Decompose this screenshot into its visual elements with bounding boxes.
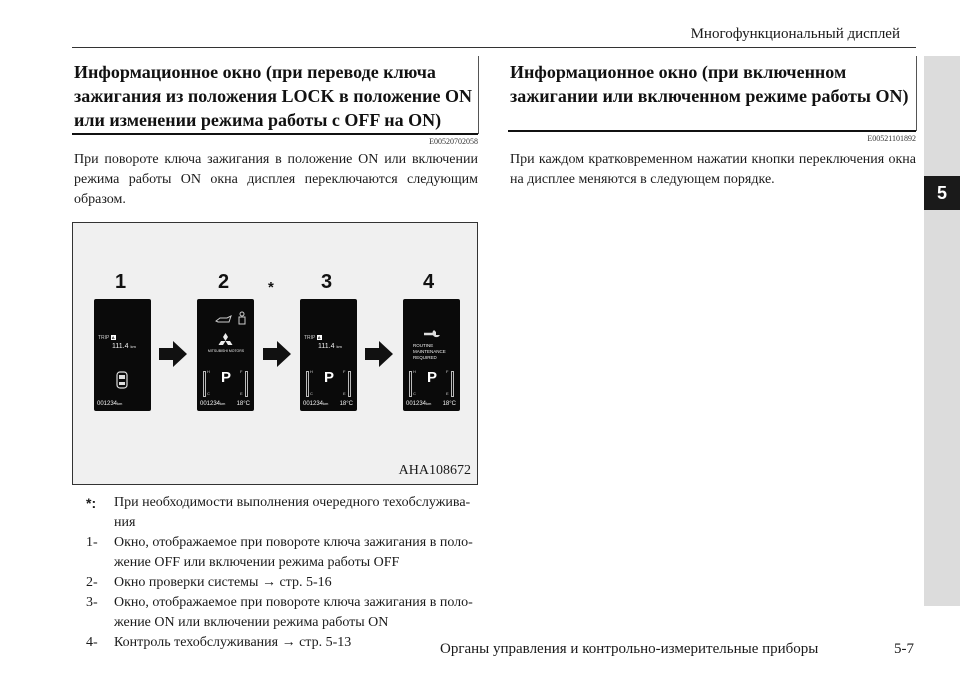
odometer: 001234km — [303, 401, 329, 407]
gauge-full-label: F — [240, 369, 243, 374]
gauge-cold-label: C — [207, 391, 210, 396]
arrow-right-icon — [263, 341, 291, 367]
right-section-heading: Информационное окно (при включенном зажигании или включенном режиме работы ON) — [510, 62, 909, 106]
gauge-empty-label: E — [240, 391, 243, 396]
page-header-title: Многофункциональный дисплей — [690, 26, 900, 42]
note-item — [86, 593, 478, 633]
note-item — [86, 633, 478, 653]
gauge-empty-label: E — [343, 391, 346, 396]
fuel-gauge — [451, 371, 454, 397]
gear-indicator: P — [427, 369, 438, 386]
gauge-full-label: F — [446, 369, 449, 374]
note-text: При необходимости выполнения очередного техобслужива-ния — [114, 495, 471, 530]
fuel-gauge — [245, 371, 248, 397]
right-section-code: E00521101892 — [867, 134, 916, 143]
left-section-code: E00520702058 — [429, 137, 478, 146]
temperature-gauge — [203, 371, 206, 397]
wrench-icon — [423, 329, 441, 339]
note-mark: 4- — [86, 635, 98, 650]
figure-notes — [86, 493, 478, 653]
car-top-view-icon — [115, 371, 129, 389]
left-section-heading: Информационное окно (при переводе ключа зажигания из положения LOCK в положение ON или изменении режима работы с OFF на ON) — [74, 62, 473, 130]
left-heading-underline — [72, 133, 478, 135]
gauge-hot-label: H — [310, 369, 313, 374]
note-item — [86, 573, 478, 593]
header-divider — [72, 47, 916, 48]
gauge-cold-label: C — [413, 391, 416, 396]
arrow-right-icon — [159, 341, 187, 367]
footer-chapter-title: Органы управления и контрольно-измерительные приборы — [440, 641, 819, 657]
display-screen-system-check — [197, 299, 254, 411]
trip-distance: 111.4 km — [318, 343, 342, 350]
odometer: 001234km — [406, 401, 432, 407]
step-number-3: 3 — [321, 271, 333, 293]
note-mark: 3- — [86, 595, 98, 610]
odometer: 001234km — [97, 401, 123, 407]
gauge-hot-label: H — [207, 369, 210, 374]
step-number-1: 1 — [115, 271, 127, 293]
note-mark: 2- — [86, 575, 98, 590]
step-number-4: 4 — [423, 271, 435, 293]
note-item — [86, 493, 478, 533]
seatbelt-icon — [237, 311, 247, 325]
right-heading-underline — [508, 130, 916, 132]
outside-temperature: 18°C — [442, 401, 456, 407]
brand-logo-icon — [217, 333, 234, 348]
display-screen-maintenance — [403, 299, 460, 411]
figure-id: AHA108672 — [398, 463, 471, 478]
step-number-2: 2 — [218, 271, 230, 293]
temperature-gauge — [409, 371, 412, 397]
arrow-right-icon — [365, 341, 393, 367]
gear-indicator: P — [324, 369, 335, 386]
page-number: 5-7 — [894, 641, 914, 657]
note-mark: *: — [86, 495, 97, 511]
maintenance-message: ROUTINE MAINTENANCE REQUIRED — [413, 343, 446, 360]
left-section-paragraph: При повороте ключа зажигания в положение ON или включении режима работы ON окна дисплея переключаются следующим образом. — [74, 152, 478, 207]
outside-temperature: 18°C — [339, 401, 353, 407]
chapter-tab-strip — [924, 56, 960, 606]
fuel-gauge — [348, 371, 351, 397]
display-sequence-figure — [72, 222, 478, 485]
outside-temperature: 18°C — [236, 401, 250, 407]
gear-indicator: P — [221, 369, 232, 386]
note-mark: 1- — [86, 535, 98, 550]
note-text: Окно проверки системы → стр. 5-16 — [114, 575, 332, 590]
right-heading-side-rule — [916, 56, 917, 131]
gauge-cold-label: C — [310, 391, 313, 396]
note-item — [86, 533, 478, 573]
trip-label: TRIP A — [304, 335, 321, 341]
gauge-full-label: F — [343, 369, 346, 374]
brand-name: MITSUBISHI MOTORS — [207, 349, 245, 353]
display-screen-off — [94, 299, 151, 411]
left-heading-side-rule — [478, 56, 479, 134]
trip-label: TRIP A — [98, 335, 115, 341]
gauge-empty-label: E — [446, 391, 449, 396]
oil-pressure-icon — [215, 315, 233, 325]
temperature-gauge — [306, 371, 309, 397]
chapter-tab[interactable]: 5 — [924, 176, 960, 210]
display-screen-on — [300, 299, 357, 411]
note-text: Окно, отображаемое при повороте ключа зажигания в поло-жение ON или включении режима работы ON — [114, 595, 473, 630]
note-text: Окно, отображаемое при повороте ключа зажигания в поло-жение OFF или включении режима работы OFF — [114, 535, 473, 570]
note-text: Контроль техобслуживания → стр. 5-13 — [114, 635, 352, 650]
maintenance-star-mark: * — [268, 279, 274, 296]
trip-distance: 111.4 km — [112, 343, 136, 350]
right-section-paragraph: При каждом кратковременном нажатии кнопки переключения окна на дисплее меняются в следующем порядке. — [510, 152, 916, 187]
odometer: 001234km — [200, 401, 226, 407]
gauge-hot-label: H — [413, 369, 416, 374]
